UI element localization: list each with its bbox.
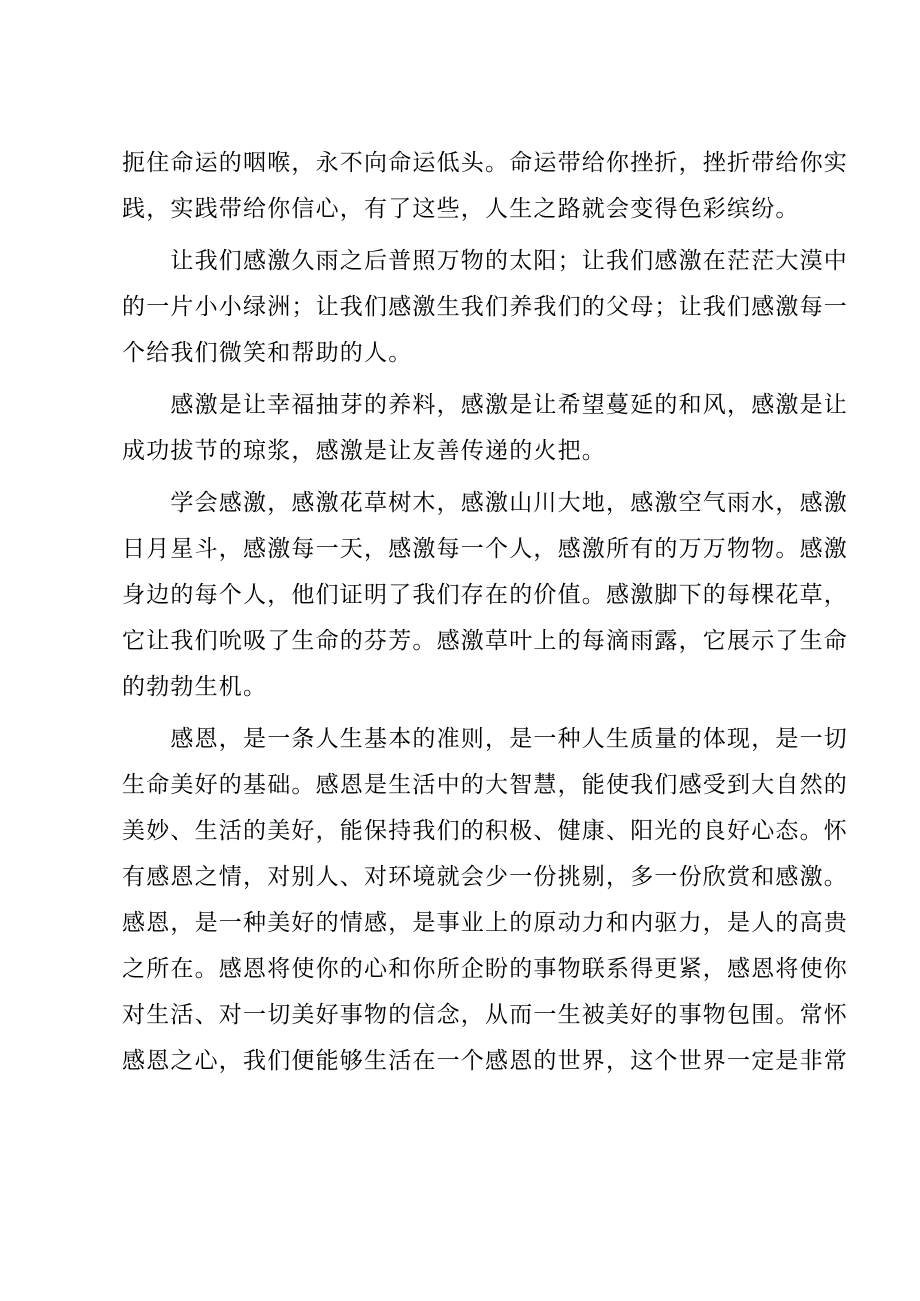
text-line: 扼住命运的咽喉，永不向命运低头。命运带给你挫折，挫折带给你实 — [122, 150, 848, 176]
paragraph-1 — [122, 140, 848, 232]
text-line: 感恩之心，我们便能够生活在一个感恩的世界，这个世界一定是非常 — [122, 1048, 848, 1074]
text-line: 之所在。感恩将使你的心和你所企盼的事物联系得更紧，感恩将使你 — [122, 956, 848, 982]
paragraph-4 — [122, 480, 848, 710]
text-line: 践，实践带给你信心，有了这些，人生之路就会变得色彩缤纷。 — [122, 196, 800, 222]
text-line: 成功拔节的琼浆，感激是让友善传递的火把。 — [122, 438, 606, 464]
text-line: 感激是让幸福抽芽的养料，感激是让希望蔓延的和风，感激是让 — [122, 392, 848, 418]
text-line: 美妙、生活的美好，能保持我们的积极、健康、阳光的良好心态。怀 — [122, 818, 848, 844]
text-line: 日月星斗，感激每一天，感激每一个人，感激所有的万万物物。感激 — [122, 536, 848, 562]
paragraph-5 — [122, 716, 848, 1084]
text-line: 对生活、对一切美好事物的信念，从而一生被美好的事物包围。常怀 — [122, 1002, 848, 1028]
text-line: 让我们感激久雨之后普照万物的太阳；让我们感激在茫茫大漠中 — [122, 248, 848, 274]
paragraph-3 — [122, 382, 848, 474]
text-line: 生命美好的基础。感恩是生活中的大智慧，能使我们感受到大自然的 — [122, 772, 848, 798]
text-line: 感恩，是一条人生基本的准则，是一种人生质量的体现，是一切 — [122, 726, 848, 752]
text-line: 它让我们吮吸了生命的芬芳。感激草叶上的每滴雨露，它展示了生命 — [122, 628, 848, 654]
text-line: 身边的每个人，他们证明了我们存在的价值。感激脚下的每棵花草， — [122, 582, 848, 608]
document-page — [122, 140, 848, 1084]
text-line: 个给我们微笑和帮助的人。 — [122, 340, 413, 366]
text-line: 学会感激，感激花草树木，感激山川大地，感激空气雨水，感激 — [122, 490, 848, 516]
text-line: 的一片小小绿洲；让我们感激生我们养我们的父母；让我们感激每一 — [122, 294, 848, 320]
paragraph-2 — [122, 238, 848, 376]
text-line: 有感恩之情，对别人、对环境就会少一份挑剔，多一份欣赏和感激。 — [122, 864, 848, 890]
text-line: 感恩，是一种美好的情感，是事业上的原动力和内驱力，是人的高贵 — [122, 910, 848, 936]
text-line: 的勃勃生机。 — [122, 674, 268, 700]
